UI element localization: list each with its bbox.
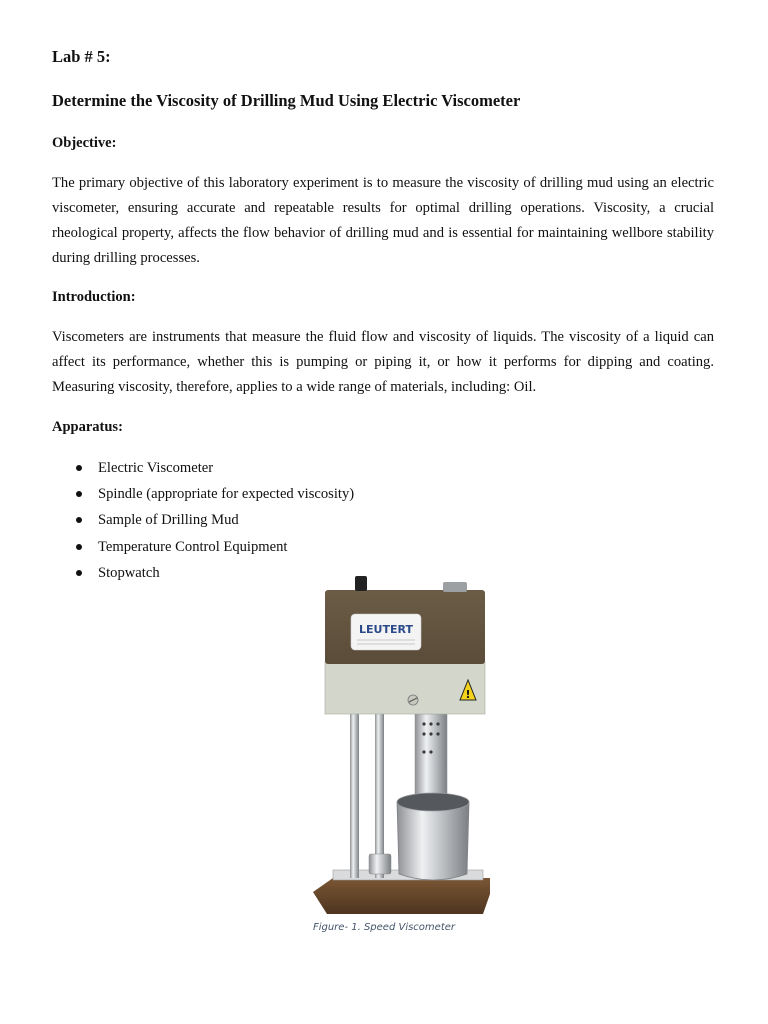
bullet-icon	[76, 491, 82, 497]
apparatus-item-label: Electric Viscometer	[98, 460, 214, 476]
list-item	[52, 455, 354, 481]
apparatus-list	[52, 455, 354, 586]
apparatus-item-label: Spindle (appropriate for expected viscosity)	[98, 486, 355, 503]
speed-knob	[355, 576, 367, 591]
viscometer-illustration	[305, 574, 505, 918]
page-title: Determine the Viscosity of Drilling Mud Using Electric Viscometer	[52, 91, 521, 110]
viscometer-figure	[305, 574, 505, 918]
objective-heading: Objective:	[52, 135, 117, 151]
figure-caption: Figure- 1. Speed Viscometer	[312, 922, 456, 933]
objective-text: The primary objective of this laboratory experiment is to measure the viscosity of drilling mud using an electric viscometer, ensuring accurate and repeatable results for optimal drilling operations. Viscosity, a crucial rheological property, affects the flow behavior of drilling mud and is essential for maintaining wellbore stability during drilling processes.	[52, 175, 714, 266]
list-item	[52, 481, 354, 507]
bullet-icon	[76, 544, 82, 550]
bullet-icon	[76, 465, 82, 471]
top-cap	[443, 582, 467, 592]
wooden-base	[313, 878, 490, 914]
apparatus-heading: Apparatus:	[52, 419, 123, 435]
introduction-text: Viscometers are instruments that measure the fluid flow and viscosity of liquids. The viscosity of a liquid can affect its performance, whether this is pumping or piping it, or how it performs for dipping and coating. Measuring viscosity, therefore, applies to a wide range of materials, including: Oil.	[52, 329, 714, 395]
apparatus-item-label: Stopwatch	[98, 564, 160, 581]
bullet-icon	[76, 517, 82, 523]
svg-text:!: !	[465, 688, 471, 701]
apparatus-item-label: Sample of Drilling Mud	[98, 512, 239, 529]
housing-lower	[325, 662, 485, 714]
apparatus-item-label: Temperature Control Equipment	[98, 538, 288, 555]
spindle-housing	[415, 714, 447, 800]
introduction-heading: Introduction:	[52, 289, 136, 305]
list-item	[52, 534, 354, 560]
support-rod	[350, 706, 359, 878]
bullet-icon	[76, 570, 82, 576]
clamp-knob	[369, 854, 391, 874]
lab-number: Lab # 5:	[52, 47, 111, 66]
brand-name: LEUTERT	[359, 623, 413, 636]
support-rod	[375, 706, 384, 878]
list-item	[52, 507, 354, 533]
